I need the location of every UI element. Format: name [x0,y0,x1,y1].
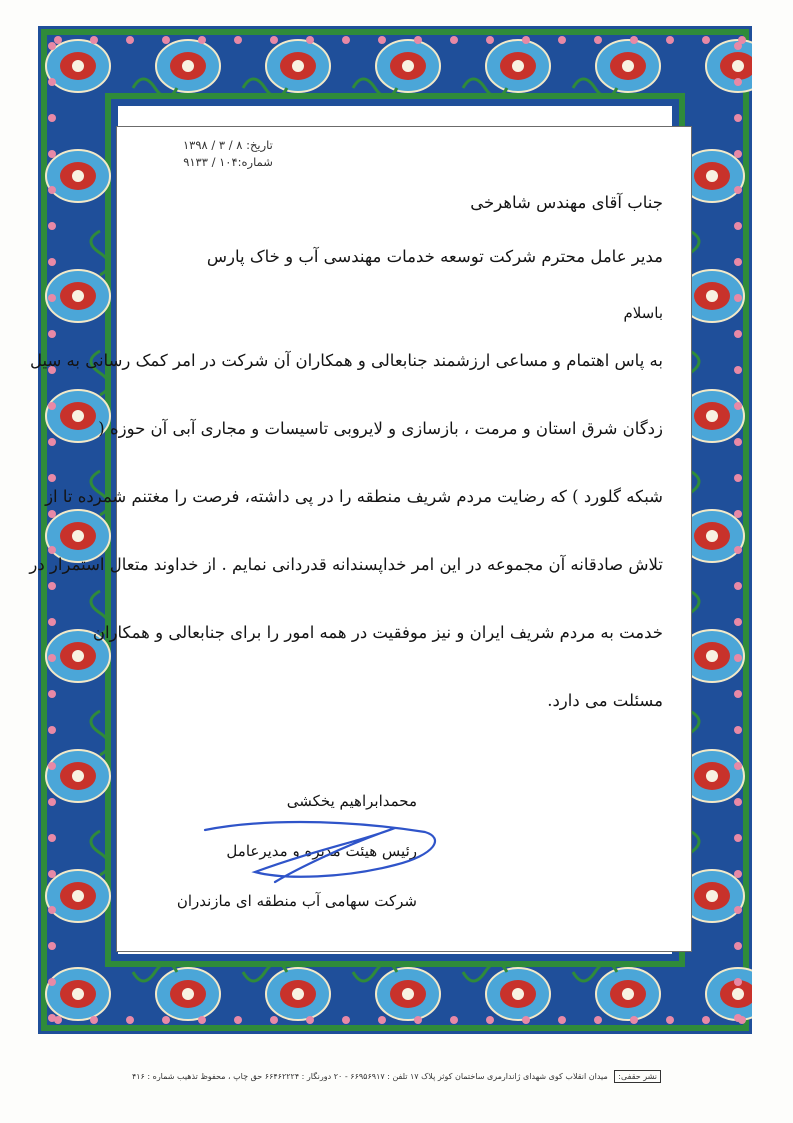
printer-footer [0,1070,793,1083]
letter-content [29,187,663,759]
signer-name: محمدابراهیم یخکشی [286,792,417,810]
body-line: به پاس اهتمام و مساعی ارزشمند جنابعالی و همکاران آن شرکت در امر کمک رسانی به سیل [29,351,663,370]
letter-date: تاریخ: ۸ / ۳ / ۱۳۹۸ [183,138,273,152]
letter-meta [183,137,273,171]
greeting: باسلام [623,304,663,322]
footer-label: نشر حقفی: [614,1070,661,1083]
letter-body [29,351,663,711]
signer-company: شرکت سهامی آب منطقه ای مازندران [176,892,417,910]
body-line: خدمت به مردم شریف ایران و نیز موفقیت در همه امور را برای جنابعالی و همکاران [92,623,663,642]
handwritten-signature [195,810,455,890]
letter-number: شماره:۱۰۴ / ۹۱۳۳ [183,155,273,169]
addressee-title: مدیر عامل محترم شرکت توسعه خدمات مهندسی آب و خاک پارس [206,247,663,266]
body-line: مسئلت می دارد. [547,691,663,710]
addressee-name: جناب آقای مهندس شاهرخی [470,193,663,212]
body-line: زدگان شرق استان و مرمت ، بازسازی و لایروبی تاسیسات و مجاری آبی آن حوزه ( [98,419,663,438]
signer-title: رئیس هیئت مدیره و مدیرعامل [226,842,417,860]
body-line: تلاش صادقانه آن مجموعه در این امر خداپسندانه قدردانی نمایم . از خداوند متعال استمرار در [29,555,663,574]
body-line: شبکه گلورد ) که رضایت مردم شریف منطقه را در پی داشته، فرصت را مغتنم شمرده تا از [45,487,663,506]
footer-text: میدان انقلاب کوی شهدای ژاندارمری ساختمان کوثر پلاک ۱۷ تلفن : ۶۶۹۵۶۹۱۷ - ۲۰ دورنگار : ۶۶۴۶۲۲۲۴ حق چاپ ، محفوظ تذهیب شماره : ۴۱۶ [131,1072,608,1081]
